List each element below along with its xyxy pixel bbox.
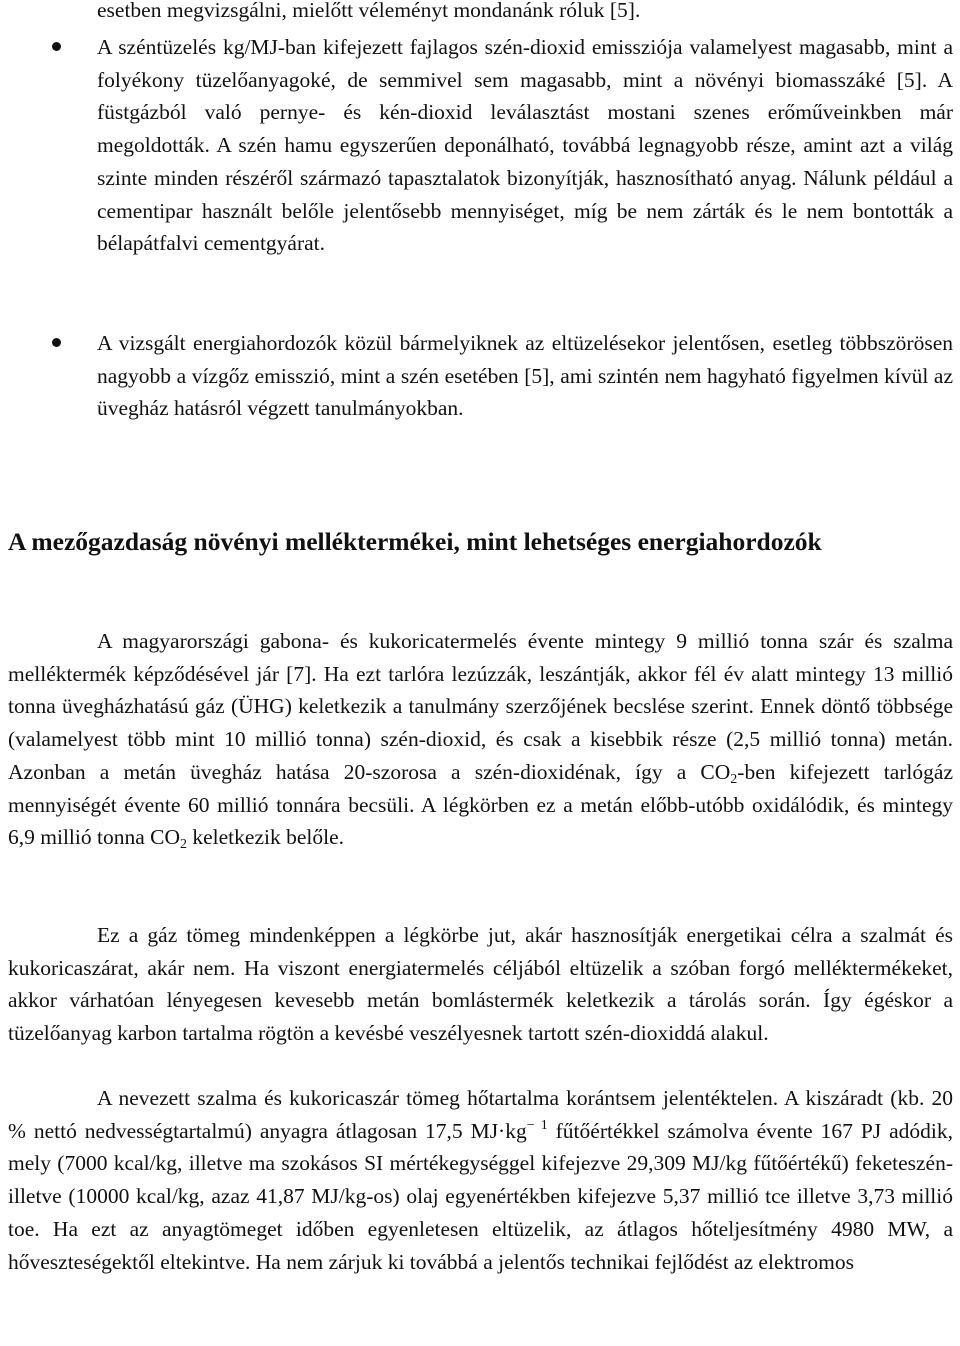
paragraph-straw-gas xyxy=(8,625,953,854)
paragraph-text: A nevezett szalma és kukoricaszár tömeg hőtartalma korántsem jelentéktelen. A kiszáradt (kb. 20 % nettó nedvességtartalmú) anyagra átlagosan 17,5 MJ·kg xyxy=(8,1086,953,1143)
paragraph-text: fűtőértékkel számolva évente 167 PJ adódik, mely (7000 kcal/kg, illetve ma szokásos SI mértékegységgel kifejezve 29,309 MJ/kg fűtőértékű) feketeszén- illetve (10000 kcal/kg, azaz 41,87 MJ/kg-os) olaj egyenértékben kifejezve 5,37 millió tce illetve 3,73 millió toe. Ha ezt az anyagtömeget időben egyenletesen eltüzelik, az átlagos hőteljesítmény 4980 MW, a hőveszteségektől eltekintve. Ha nem zárjuk ki továbbá a jelentős technikai fejlődést az elektromos xyxy=(8,1118,953,1274)
bullet-dot-icon xyxy=(52,42,61,51)
bullet-dot-icon xyxy=(52,338,61,347)
section-heading: A mezőgazdaság növényi melléktermékei, mint lehetséges energiahordozók xyxy=(8,527,822,556)
bullet-continuation-text: esetben megvizsgálni, mielőtt véleményt mondanánk róluk [5]. xyxy=(97,0,641,22)
subscript: 2 xyxy=(730,771,738,787)
bullet-item-coal-emission: A széntüzelés kg/MJ-ban kifejezett fajlagos szén-dioxid emissziója valamelyest magasabb, mint a folyékony tüzelőanyagoké, de semmivel sem magasabb, mint a növényi biomasszáké [5]. A füstgázból való pernye- és kén-dioxid leválasztást mostani szenes erőműveinkben már megoldották. A szén hamu egyszerűen deponálható, továbbá legnagyobb része, amint azt a világ szinte minden részéről származó tapasztalatok bizonyítják, hasznosítható anyag. Nálunk például a cementipar használt belőle jelentősebb mennyiséget, míg be nem zárták és le nem bontották a bélapátfalvi cementgyárat. xyxy=(97,35,953,256)
paragraph-text: keletkezik belőle. xyxy=(187,825,344,850)
paragraph-heat-content xyxy=(8,1082,953,1278)
subscript: 2 xyxy=(180,837,187,853)
paragraph-text: -ben kifejezett tarlógáz mennyiségét évente 60 millió tonnára becsüli. A légkörben ez a metán előbb-utóbb oxidálódik, és mintegy 6,9 millió tonna CO xyxy=(8,759,953,850)
paragraph-text: A magyarországi gabona- és kukoricatermelés évente mintegy 9 millió tonna szár és szalma melléktermék képződésével jár [7]. Ha ezt tarlóra lezúzzák, leszántják, akkor fél év alatt mintegy 13 millió tonna üvegházhatású gáz (ÜHG) keletkezik a tanulmány szerzőjének becslése szerint. Ennek döntő többsége (valamelyest több mint 10 millió tonna) szén-dioxid, és csak a kisebbik része (2,5 millió tonna) metán. Azonban a metán üvegház hatása 20-szorosa a szén-dioxidénak, így a CO xyxy=(8,629,953,784)
paragraph-gas-mass: Ez a gáz tömeg mindenképpen a légkörbe jut, akár hasznosítják energetikai célra a szalmát és kukoricaszárat, akár nem. Ha viszont energiatermelés céljából eltüzelik a szóban forgó melléktermékeket, akkor várhatóan lényegesen kevesebb metán bomlástermék keletkezik a tárolás során. Így égéskor a tüzelőanyag karbon tartalma rögtön a kevésbé veszélyesnek tartott szén-dioxiddá alakul. xyxy=(8,923,953,1046)
bullet-item-water-vapor: A vizsgált energiahordozók közül bármelyiknek az eltüzelésekor jelentősen, esetleg többszörösen nagyobb a vízgőz emisszió, mint a szén esetében [5], ami szintén nem hagyható figyelmen kívül az üvegház hatásról végzett tanulmányokban. xyxy=(97,331,953,421)
superscript: − 1 xyxy=(526,1117,548,1133)
